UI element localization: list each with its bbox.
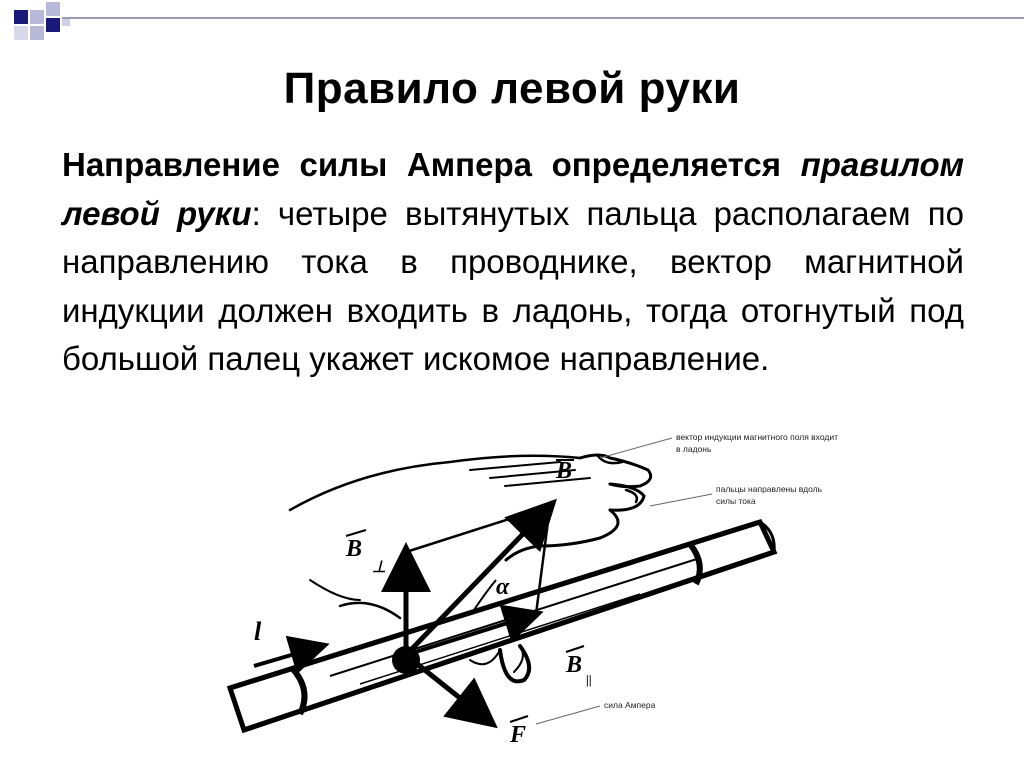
- deco-square-light: [62, 18, 70, 26]
- label-b-perp-sub: ⊥: [372, 559, 386, 576]
- deco-square-light: [30, 26, 44, 40]
- caption-force: сила Ампера: [604, 700, 656, 710]
- leader-line: [536, 706, 600, 724]
- label-b: B: [556, 458, 573, 484]
- leader-line: [600, 438, 672, 458]
- deco-square-light: [14, 26, 28, 40]
- caption-b-line2: в ладонь: [676, 444, 712, 454]
- deco-square-light: [46, 2, 60, 16]
- deco-square-light: [30, 10, 44, 24]
- caption-b-line1: вектор индукции магнитного поля входит: [676, 432, 838, 442]
- label-force: F: [510, 722, 527, 748]
- application-point: [392, 646, 420, 674]
- slide-title: Правило левой руки: [283, 64, 741, 113]
- paragraph-body: : четыре вытянутых пальца располагаем по направлению тока в проводнике, вектор магнитной индукции должен входить в ладонь, тогда отогнутый под большой палец укажет искомое направление.: [62, 194, 964, 377]
- deco-square-dark: [14, 10, 28, 24]
- label-current: l: [254, 617, 262, 646]
- label-b-parallel: B: [566, 652, 583, 678]
- caption-fingers-line1: пальцы напрaвлены вдоль: [716, 484, 823, 494]
- left-hand-rule-illustration: [0, 420, 1024, 767]
- slide-paragraph: [62, 141, 964, 384]
- slide-decoration: [0, 0, 1024, 60]
- label-b-perp: B: [346, 536, 363, 562]
- paragraph-rule-name: правилом левой руки: [62, 146, 965, 232]
- caption-fingers-line2: силы тока: [716, 496, 756, 506]
- deco-square-dark: [46, 18, 60, 32]
- leader-line: [650, 494, 712, 506]
- paragraph-intro: Направление силы Ампера определяется: [62, 146, 781, 183]
- label-alpha: α: [496, 574, 510, 600]
- label-b-parallel-sub: ||: [586, 672, 592, 687]
